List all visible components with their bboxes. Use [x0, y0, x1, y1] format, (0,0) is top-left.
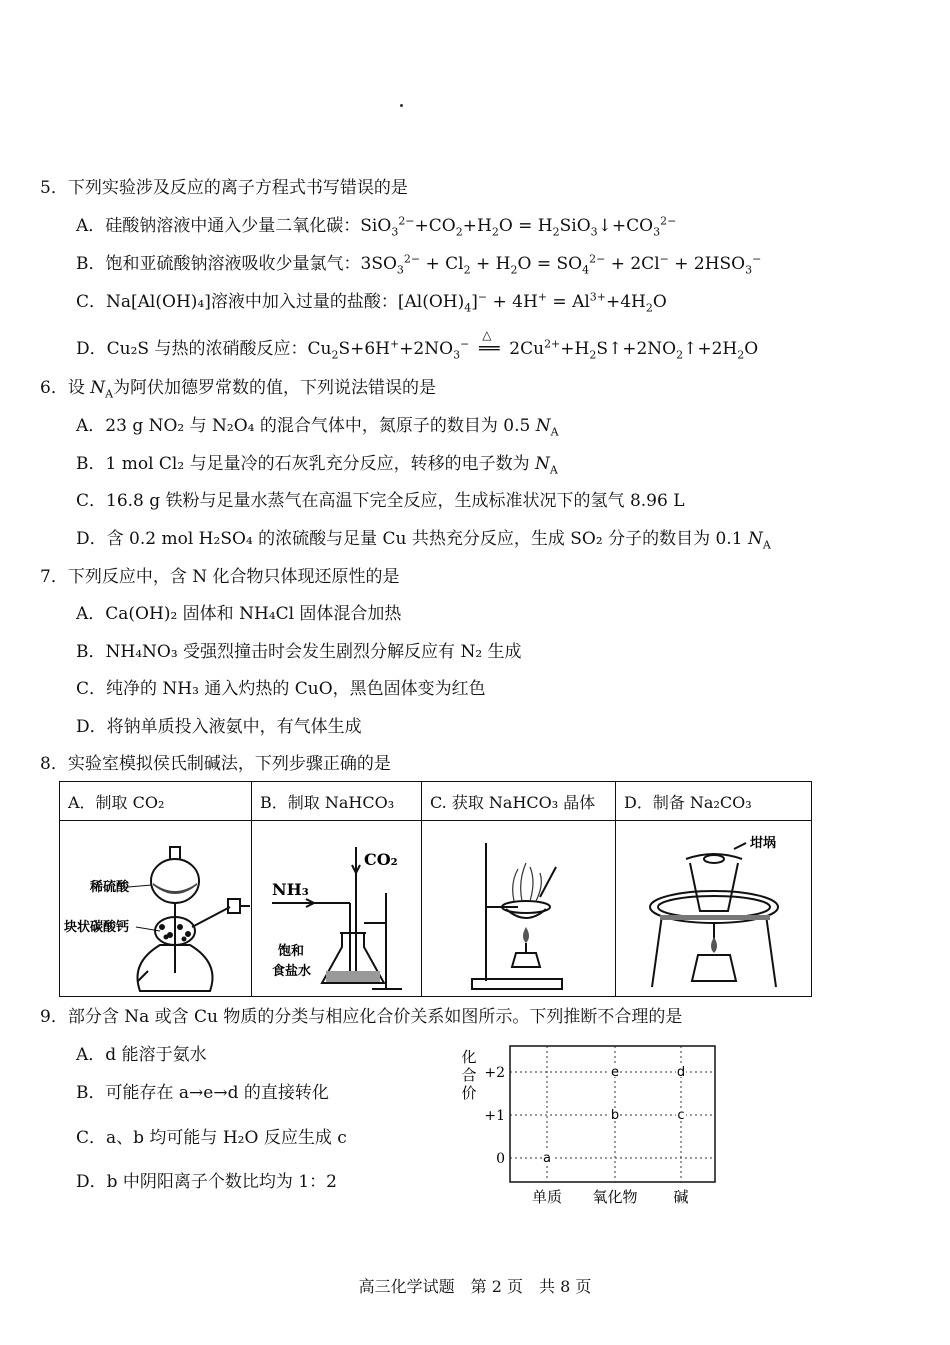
label-nh3: NH₃	[272, 879, 309, 899]
valence-chart-svg	[455, 1040, 735, 1215]
q6-option-b: B．1 mol Cl₂ 与足量冷的石灰乳充分反应，转移的电子数为 $N_A$	[76, 454, 558, 477]
header-d: D．制备 Na₂CO₃	[616, 782, 812, 821]
q9-option-a: A．d 能溶于氨水	[76, 1045, 207, 1065]
q7-stem: 7．下列反应中，含 N 化合物只体现还原性的是	[40, 567, 400, 587]
q7-option-c: C．纯净的 NH₃ 通入灼热的 CuO，黑色固体变为红色	[76, 679, 486, 699]
data-point-e: e	[611, 1065, 619, 1080]
header-b: B．制取 NaHCO₃	[252, 782, 422, 821]
q6-option-c: C．16.8 g 铁粉与足量水蒸气在高温下完全反应，生成标准状况下的氢气 8.96 L	[76, 491, 685, 511]
apparatus-table	[59, 781, 812, 997]
q9-stem: 9．部分含 Na 或含 Cu 物质的分类与相应化合价关系如图所示。下列推断不合理的是	[40, 1007, 683, 1027]
data-point-c: c	[677, 1108, 685, 1123]
y-axis-label-char: 合	[461, 1066, 477, 1084]
apparatus-a-cell	[60, 821, 252, 997]
q9-option-b: B．可能存在 a→e→d 的直接转化	[76, 1083, 329, 1103]
q9-option-d: D．b 中阴阳离子个数比均为 1：2	[76, 1172, 337, 1192]
page-footer: 高三化学试题 第 2 页 共 8 页	[358, 1277, 592, 1296]
x-category-label: 碱	[673, 1188, 689, 1206]
y-axis-label-char: 价	[461, 1084, 477, 1102]
q5-option-a: A．硅酸钠溶液中通入少量二氧化碳：$SiO_3^{2-}+CO_2+H_2O$ = $H_2SiO_3↓+CO_3^{2-}$	[76, 214, 677, 239]
bubbling-flask-illustration	[252, 823, 420, 995]
q6-option-d: D．含 0.2 mol H₂SO₄ 的浓硫酸与足量 Cu 共热充分反应，生成 SO₂ 分子的数目为 0.1 $N_A$	[76, 529, 771, 552]
heat-symbol: △	[482, 328, 492, 342]
q7-option-d: D．将钠单质投入液氨中，有气体生成	[76, 717, 362, 737]
q5-option-c: C．Na[Al(OH)₄]溶液中加入过量的盐酸：$[Al(OH)_4]^- + 4H^+ = Al^{3+}+4H_2O$	[76, 290, 667, 315]
data-point-a: a	[543, 1151, 551, 1166]
header-a: A．制取 CO₂	[60, 782, 252, 821]
q5-stem: 5．下列实验涉及反应的离子方程式书写错误的是	[40, 178, 408, 198]
q6-stem: 6．设 $N_A$为阿伏加德罗常数的值，下列说法错误的是	[40, 378, 437, 401]
y-tick-label: +1	[484, 1108, 505, 1124]
header-c: C. 获取 NaHCO₃ 晶体	[422, 782, 616, 821]
data-point-d: d	[676, 1065, 686, 1080]
evaporating-dish-illustration	[422, 823, 614, 995]
q5-option-d: D．Cu₂S 与热的浓硝酸反应：$Cu_2S+6H^++2NO_3^-$ △ ══ $2Cu^{2+}+H_2S↑+2NO_2↑+2H_2O$	[76, 338, 758, 360]
y-tick-label: 0	[496, 1151, 505, 1167]
label-brine: 食盐水	[272, 963, 312, 979]
x-category-label: 氧化物	[592, 1188, 638, 1206]
valence-chart	[455, 1040, 735, 1215]
apparatus-c-cell	[422, 821, 616, 997]
apparatus-b-cell	[252, 821, 422, 997]
kipp-apparatus-illustration	[60, 823, 250, 995]
label-crucible: 坩埚	[750, 835, 777, 851]
label-co2: CO₂	[364, 849, 398, 869]
y-tick-label: +2	[484, 1065, 505, 1081]
q7-option-b: B．NH₄NO₃ 受强烈撞击时会发生剧烈分解反应有 N₂ 生成	[76, 642, 522, 662]
y-axis-label	[461, 1048, 476, 1102]
label-dilute-acid: 稀硫酸	[90, 879, 130, 895]
q5-option-b: B．饱和亚硫酸钠溶液吸收少量氯气：$3SO_3^{2-} + Cl_2 + H_2O = SO_4^{2-} + 2Cl^- + 2HSO_3^-$	[76, 252, 762, 277]
apparatus-d-cell	[616, 821, 812, 997]
q7-option-a: A．Ca(OH)₂ 固体和 NH₄Cl 固体混合加热	[76, 604, 402, 624]
y-axis-label-char: 化	[461, 1048, 477, 1066]
q9-option-c: C．a、b 均可能与 H₂O 反应生成 c	[76, 1128, 347, 1148]
x-category-label: 单质	[531, 1188, 563, 1206]
label-calcium-carbonate: 块状碳酸钙	[64, 919, 130, 935]
label-saturated: 饱和	[278, 943, 305, 959]
q6-option-a: A．23 g NO₂ 与 N₂O₄ 的混合气体中，氮原子的数目为 0.5 $N_A$	[76, 416, 559, 439]
q8-stem: 8．实验室模拟侯氏制碱法，下列步骤正确的是	[40, 754, 391, 774]
stray-dot	[400, 104, 403, 107]
crucible-heating-illustration	[616, 823, 810, 995]
data-point-b: b	[610, 1108, 620, 1123]
